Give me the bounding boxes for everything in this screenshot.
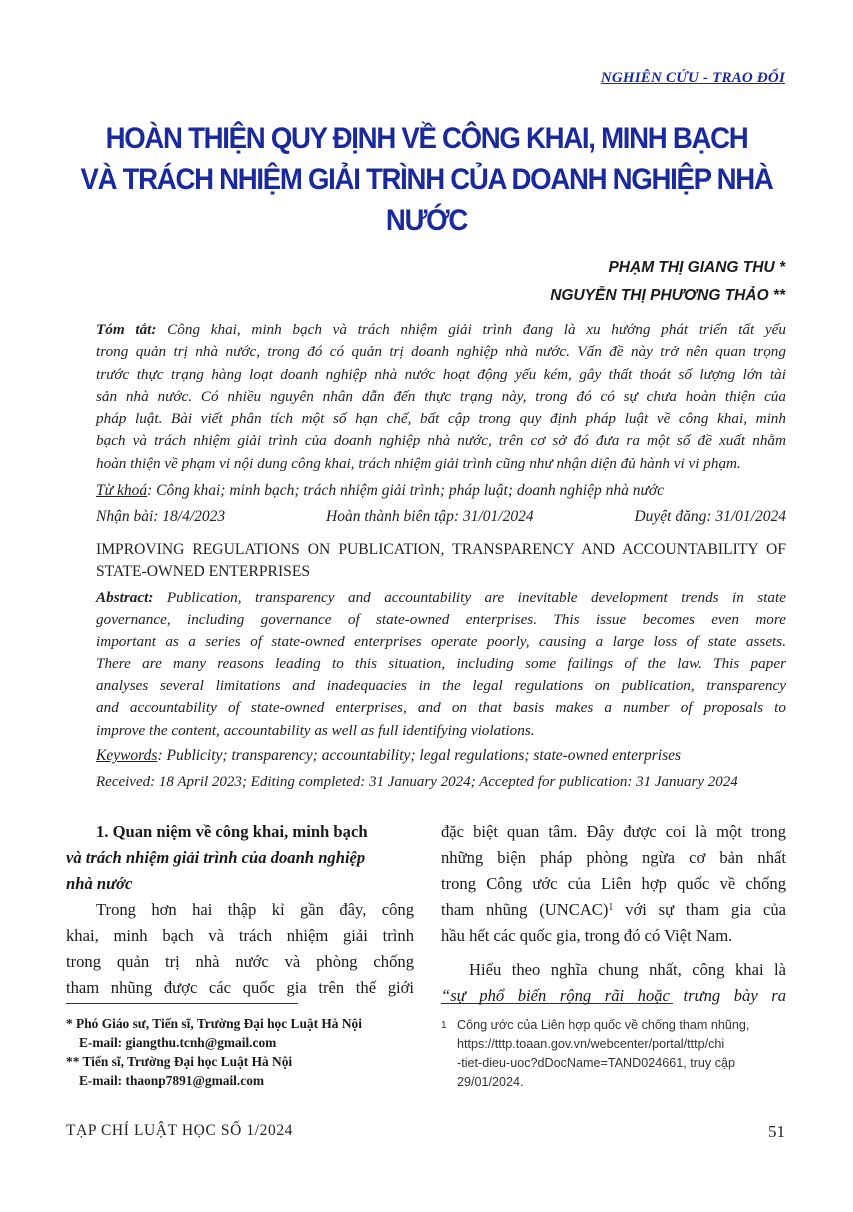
body-line: Hiểu theo nghĩa chung nhất, công khai là <box>469 960 786 979</box>
body-line: tham nhũng (UNCAC)$^1$ với sự tham gia của <box>441 900 786 919</box>
section-heading <box>66 819 414 897</box>
footnote-number: 1 <box>441 1020 447 1031</box>
abstract-en-label: Abstract: <box>96 589 154 606</box>
body-line: khai, minh bạch và trách nhiệm giải trình <box>66 926 414 945</box>
author-email-2: E-mail: thaonp7891@gmail.com <box>79 1073 265 1088</box>
body-line: những biện pháp phòng ngừa cơ bản nhất <box>441 848 786 867</box>
abstract-en-line: important as a series of state-owned enterprises operate poorly, causing a large loss of state assets. <box>96 633 786 651</box>
dates-vi <box>96 508 786 526</box>
heading-line: nhà nước <box>66 874 133 893</box>
abstract-vi-line: sản nhà nước. Có nhiều nguyên nhân dẫn đến thực trạng này, trong đó có sự chưa hoàn thiện của <box>96 387 786 405</box>
author-affiliation-2: ** Tiến sĩ, Trường Đại học Luật Hà Nội <box>66 1054 293 1069</box>
abstract-vi-line: Tóm tắt: Công khai, minh bạch và trách nhiệm giải trình đang là xu hướng phát triển tất yếu <box>96 321 786 338</box>
author-1: PHẠM THỊ GIANG THU * <box>608 259 785 276</box>
right-column <box>441 819 786 1009</box>
footnote-divider-left <box>66 1003 298 1004</box>
title-line-1: HOÀN THIỆN QUY ĐỊNH VỀ CÔNG KHAI, MINH BẠCH <box>105 122 748 155</box>
abstract-en <box>96 587 786 742</box>
abstract-vi-line: trước thực trạng hàng loạt doanh nghiệp nhà nước hoạt động yếu kém, gây thất thoát số lượng lớn tài <box>96 365 786 383</box>
heading-line: 1. Quan niệm về công khai, minh bạch <box>96 822 368 841</box>
left-column <box>66 819 414 1001</box>
body-line: hầu hết các quốc gia, trong đó có Việt Nam. <box>441 926 733 945</box>
abstract-en-line: and accountability of state-owned enterprises, and on that basis makes a number of proposals to <box>96 699 786 717</box>
footnote-1 <box>441 1016 791 1092</box>
journal-name: TẠP CHÍ LUẬT HỌC SỐ 1/2024 <box>66 1122 294 1139</box>
body-line: đặc biệt quan tâm. Đây được coi là một trong <box>441 822 786 841</box>
footnote-divider-right <box>441 1003 673 1004</box>
footnote-line: 29/01/2024. <box>457 1075 524 1089</box>
footnote-line: 1 Công ước của Liên hợp quốc về chống tham nhũng, <box>441 1016 791 1035</box>
keywords-vi-label: Từ khoá <box>96 482 148 499</box>
abstract-en-line: governance, including governance of state-owned enterprises. This issue becomes even more <box>96 611 786 629</box>
english-title: IMPROVING REGULATIONS ON PUBLICATION, TRANSPARENCY AND ACCOUNTABILITY OF STATE-OWNED ENTERPRISES <box>96 541 786 580</box>
abstract-vi-line: hoàn thiện về phạm vi nội dung công khai, trách nhiệm giải trình cũng như nhận diện đủ hành vi vi phạm. <box>96 454 741 472</box>
author-2: NGUYỄN THỊ PHƯƠNG THẢO ** <box>550 287 785 304</box>
keywords-en <box>96 747 681 765</box>
author-footnotes <box>66 1014 426 1090</box>
received-date: Nhận bài: 18/4/2023 <box>96 508 226 525</box>
abstract-en-line: Abstract: Publication, transparency and accountability are inevitable development trends in state <box>96 589 786 606</box>
article-title <box>40 118 813 241</box>
abstract-en-line: There are many reasons leading to this situation, including some failings of the law. This paper <box>96 655 786 673</box>
body-line: tham nhũng được các quốc gia trên thế giới <box>66 978 414 997</box>
body-line: trong Công ước của Liên hợp quốc về chống <box>441 874 786 893</box>
page-number: 51 <box>768 1122 785 1141</box>
accepted-date: Duyệt đăng: 31/01/2024 <box>634 508 786 525</box>
footnote-link[interactable]: https://tttp.toaan.gov.vn/webcenter/portal/tttp/chi <box>457 1037 725 1051</box>
keywords-vi <box>96 482 664 500</box>
abstract-en-line: improve the content, accountability as well as full identifying violations. <box>96 721 535 739</box>
body-paragraph <box>66 897 414 1001</box>
heading-line: và trách nhiệm giải trình của doanh nghiệp <box>66 848 366 867</box>
body-line: “sự phổ biến rộng rãi hoặc trưng bày ra <box>441 986 786 1005</box>
edited-date: Hoàn thành biên tập: 31/01/2024 <box>326 508 534 525</box>
dates-en: Received: 18 April 2023; Editing completed: 31 January 2024; Accepted for publication: 31 January 2024 <box>96 774 738 790</box>
body-line: Trong hơn hai thập kỉ gần đây, công <box>96 900 414 919</box>
author-email-1: E-mail: giangthu.tcnh@gmail.com <box>79 1035 277 1050</box>
title-line-2: VÀ TRÁCH NHIỆM GIẢI TRÌNH CỦA DOANH NGHIỆP NHÀ NƯỚC <box>80 163 773 237</box>
author-affiliation-1: * Phó Giáo sư, Tiến sĩ, Trường Đại học Luật Hà Nội <box>66 1016 362 1031</box>
section-tag: NGHIÊN CỨU - TRAO ĐỔI <box>600 70 785 86</box>
keywords-vi-text: : Công khai; minh bạch; trách nhiệm giải trình; pháp luật; doanh nghiệp nhà nước <box>147 482 665 499</box>
keywords-en-label: Keywords <box>96 747 158 764</box>
abstract-en-line: analyses several limitations and inadequacies in the legal regulations on publication, transparency <box>96 677 786 695</box>
footnote-line: -tiet-dieu-uoc?dDocName=TAND024661, truy cập <box>457 1056 736 1070</box>
abstract-vi <box>96 319 786 475</box>
footnote-ref[interactable]: 1 <box>608 902 614 913</box>
keywords-en-text: : Publicity; transparency; accountability; legal regulations; state-owned enterprises <box>157 747 682 764</box>
abstract-vi-line: trong quản trị nhà nước, trong đó có quản trị doanh nghiệp nhà nước. Vấn đề này trở nên quan trọng <box>96 343 786 361</box>
abstract-vi-label: Tóm tắt: <box>96 321 157 338</box>
abstract-vi-line: pháp luật. Bài viết phân tích một số hạn chế, bất cập trong quy định pháp luật về công khai, minh <box>96 410 786 428</box>
body-line: trong quản trị nhà nước và phòng chống <box>66 952 414 971</box>
abstract-vi-line: bạch và trách nhiệm giải trình của doanh nghiệp nhà nước, trên cơ sở đó đưa ra một số đề xuất nhằm <box>96 432 786 450</box>
